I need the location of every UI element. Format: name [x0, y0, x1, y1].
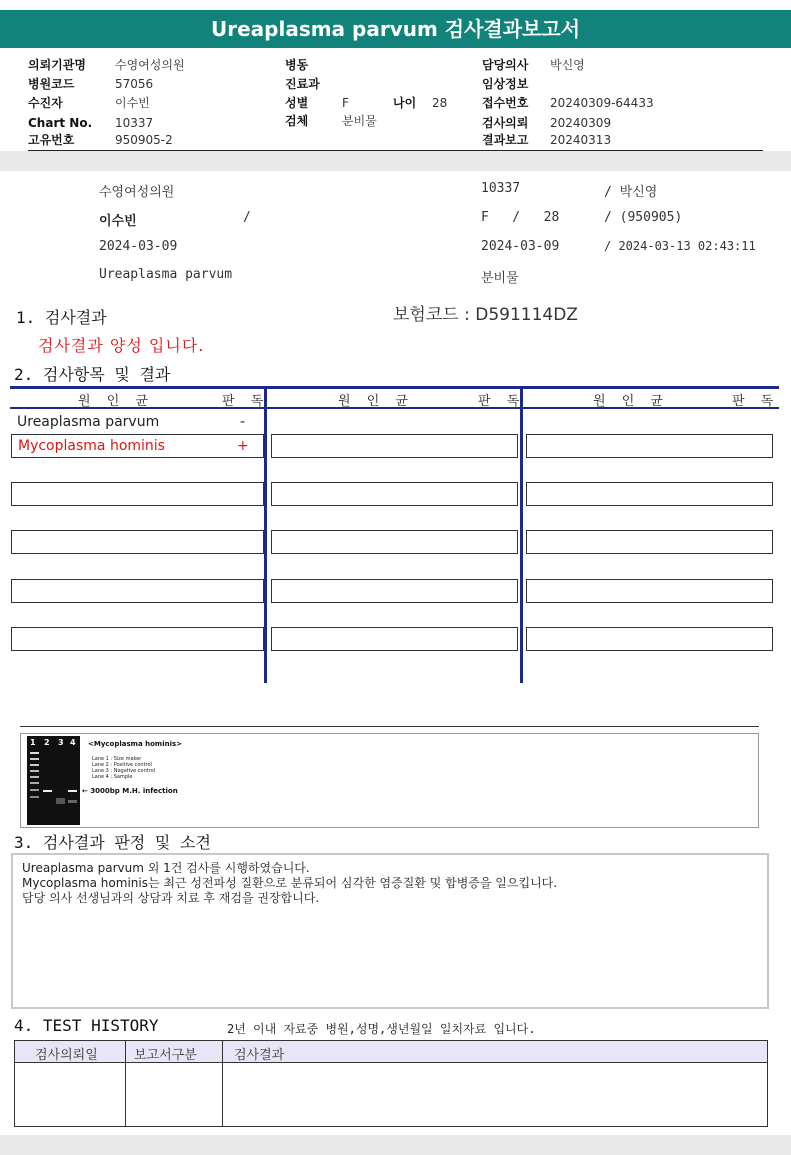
gel-legend-item: Lane 4 : Sample: [92, 774, 133, 780]
summary-sex-age: F / 28: [481, 210, 560, 225]
header-unique-id: 고유번호: [28, 133, 75, 147]
gel-top-rule: [20, 726, 759, 727]
empty-cell: [11, 579, 264, 603]
result-row-1-name: Ureaplasma parvum: [17, 414, 160, 430]
col-result-3: 판 독: [732, 394, 780, 409]
header-patient-value: 이수빈: [115, 96, 150, 110]
header-chart: Chart No.: [28, 116, 93, 130]
opinion-box: [11, 853, 769, 1009]
history-table: [14, 1040, 768, 1127]
history-col-result: 검사결과: [234, 1048, 285, 1063]
history-col-request-date: 검사의뢰일: [35, 1048, 98, 1063]
summary-chart: 10337: [481, 181, 521, 196]
gel-legend-item: Lane 1 : Size maker: [92, 756, 142, 762]
header-chart-value: 10337: [115, 116, 154, 130]
section4-title: 4. TEST HISTORY: [14, 1016, 159, 1035]
gel-electrophoresis-image: [27, 736, 80, 825]
header-specimen-value: 분비물: [342, 114, 377, 128]
history-note: 2년 이내 자료중 병원,성명,생년월일 일치자료 입니다.: [227, 1022, 536, 1036]
summary-receipt-date: 2024-03-09: [481, 239, 560, 254]
header-ward: 병동: [285, 58, 309, 72]
summary-doctor: / 박신영: [604, 185, 658, 200]
history-col-divider: [222, 1041, 223, 1126]
header-request-value: 20240309: [550, 116, 612, 130]
gel-legend-item: Lane 3 : Negative control: [92, 768, 156, 774]
opinion-line: Mycoplasma hominis는 최근 성전파성 질환으로 분류되어 심각한 염증질환 및 합병증을 일으킵니다.: [22, 876, 558, 890]
gel-lane-label: 3: [58, 738, 64, 747]
header-age: 나이: [393, 96, 417, 110]
header-receipt-no-value: 20240309-64433: [550, 96, 654, 110]
header-clinical-info: 임상정보: [482, 77, 529, 91]
header-doctor: 담당의사: [482, 58, 529, 72]
empty-cell: [526, 627, 773, 651]
table-col-divider-1: [264, 389, 267, 683]
empty-cell: [11, 482, 264, 506]
empty-cell: [11, 530, 264, 554]
opinion-line: 담당 의사 선생님과의 상담과 치료 후 재검을 권장합니다.: [22, 891, 320, 905]
empty-cell: [271, 627, 518, 651]
summary-specimen: 분비물: [481, 271, 519, 286]
history-table-header: [15, 1041, 767, 1063]
empty-cell: [271, 482, 518, 506]
empty-cell: [271, 579, 518, 603]
header-sex: 성별: [285, 96, 309, 110]
header-sex-value: F: [342, 96, 349, 110]
col-result-2: 판 독: [478, 394, 526, 409]
col-organism-1: 원 인 균: [78, 394, 154, 409]
empty-cell: [526, 434, 773, 458]
gel-arrow-label: ← 3000bp M.H. infection: [82, 787, 178, 795]
col-result-1: 판 독: [222, 394, 270, 409]
empty-cell: [526, 482, 773, 506]
section3-title: 3. 검사결과 판정 및 소견: [14, 833, 211, 852]
empty-cell: [11, 627, 264, 651]
table-col-divider-2: [520, 389, 523, 683]
header-dept: 진료과: [285, 77, 320, 91]
gray-band-top: [0, 151, 791, 171]
empty-cell: [271, 530, 518, 554]
empty-cell: [526, 530, 773, 554]
gel-title: <Mycoplasma hominis>: [88, 740, 183, 748]
summary-report-time: / 2024-03-13 02:43:11: [604, 239, 756, 253]
summary-test-name: Ureaplasma parvum: [99, 267, 233, 282]
section2-title: 2. 검사항목 및 결과: [14, 365, 171, 384]
gel-lane-label: 1: [30, 738, 36, 747]
summary-clinic: 수영여성의원: [99, 185, 175, 200]
report-title: Ureaplasma parvum 검사결과보고서: [0, 10, 791, 48]
summary-request-date: 2024-03-09: [99, 239, 178, 254]
empty-cell: [526, 579, 773, 603]
header-unique-id-value: 950905-2: [115, 133, 173, 147]
gel-lane-label: 4: [70, 738, 76, 747]
header-report: 결과보고: [482, 133, 529, 147]
opinion-line: Ureaplasma parvum 외 1건 검사를 시행하였습니다.: [22, 861, 310, 875]
header-doctor-value: 박신영: [550, 58, 585, 72]
header-specimen: 검체: [285, 114, 309, 128]
gray-band-bottom: [0, 1135, 791, 1155]
header-hospital-code-value: 57056: [115, 77, 154, 91]
section1-title: 1. 검사결과: [16, 308, 107, 327]
result-row-2-value: +: [237, 438, 249, 454]
empty-cell: [271, 434, 518, 458]
gel-bands: [27, 736, 80, 825]
summary-birth: / (950905): [604, 210, 683, 225]
header-hospital-code: 병원코드: [28, 77, 75, 91]
history-col-divider: [125, 1041, 126, 1126]
gel-lane-label: 2: [44, 738, 50, 747]
header-patient: 수진자: [28, 96, 63, 110]
header-report-value: 20240313: [550, 133, 612, 147]
history-col-report-type: 보고서구분: [134, 1048, 197, 1063]
header-age-value: 28: [432, 96, 448, 110]
result-message: 검사결과 양성 입니다.: [38, 336, 205, 355]
summary-patient-slash: /: [243, 210, 251, 225]
table-top-rule: [10, 386, 779, 389]
header-receipt-no: 접수번호: [482, 96, 529, 110]
col-organism-2: 원 인 균: [338, 394, 414, 409]
header-clinic: 의뢰기관명: [28, 58, 86, 72]
insurance-code: 보험코드 : D591114DZ: [393, 305, 578, 325]
col-organism-3: 원 인 균: [593, 394, 669, 409]
header-request: 검사의뢰: [482, 116, 529, 130]
result-row-2-name: Mycoplasma hominis: [18, 438, 165, 454]
header-clinic-value: 수영여성의원: [115, 58, 185, 72]
summary-patient: 이수빈: [99, 214, 137, 229]
gel-legend-item: Lane 2 : Positive control: [92, 762, 152, 768]
result-row-1-value: -: [240, 414, 246, 430]
